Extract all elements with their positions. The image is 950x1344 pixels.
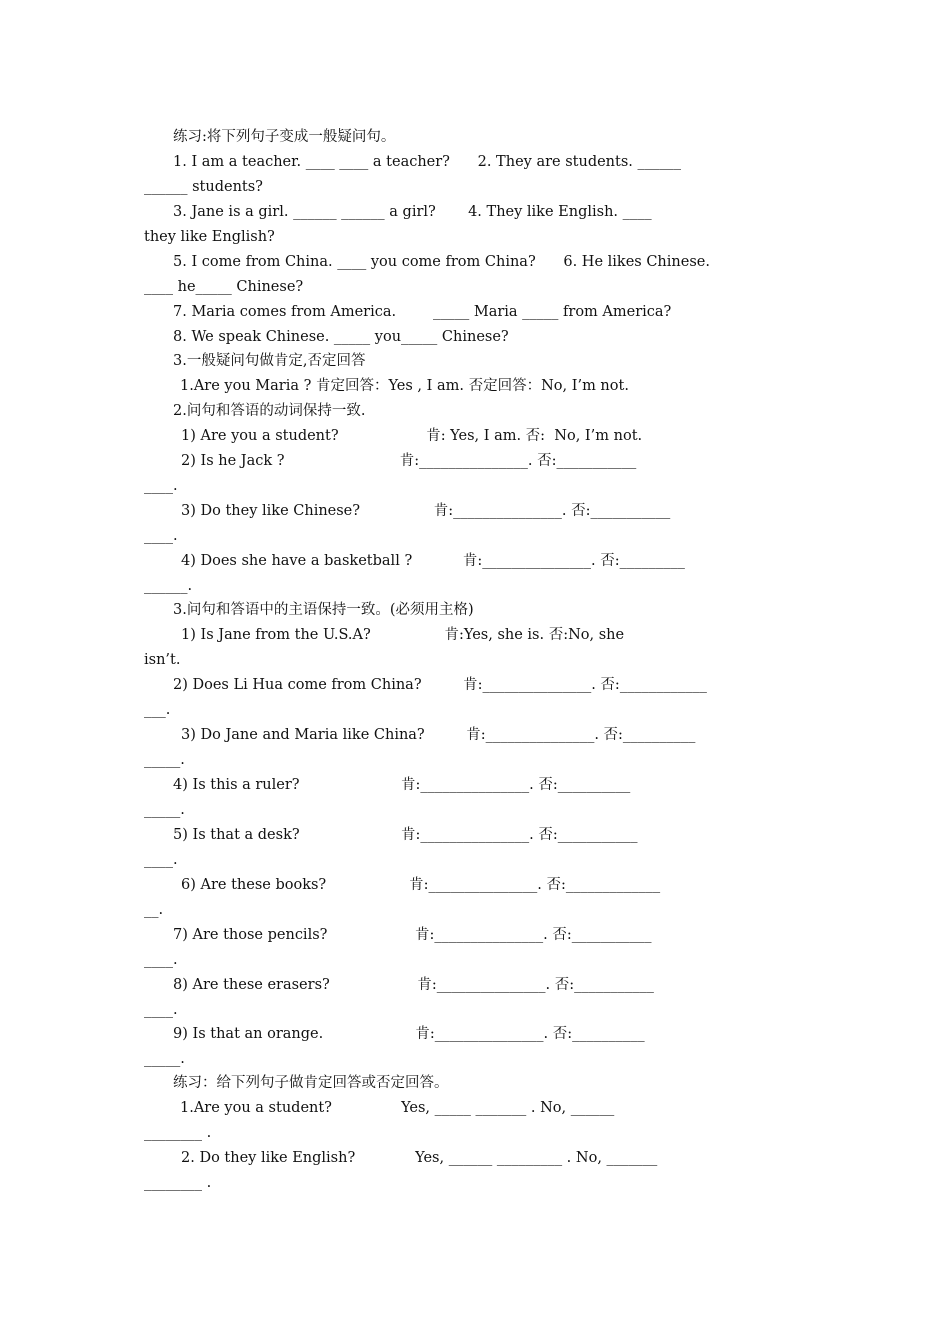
exercise-line: 1) Is Jane from the U.S.A? 肯:Yes, she is. 否:No, she <box>181 627 625 643</box>
section-heading: 2.问句和答语的动词保持一致. <box>173 403 366 419</box>
exercise-line: ___. <box>144 702 171 718</box>
exercise-line: ____. <box>144 478 178 494</box>
exercise-1-heading: 练习:将下列句子变成一般疑问句。 <box>173 129 396 145</box>
exercise-line: ________ . <box>144 1125 212 1141</box>
exercise-line: 4) Does she have a basketball ? 肯:_______________. 否:_________ <box>181 553 685 569</box>
exercise-line: ________ . <box>144 1175 212 1191</box>
exercise-line: 1. I am a teacher. ____ ____ a teacher? 2. They are students. ______ <box>173 154 682 170</box>
exercise-line: ____. <box>144 1002 178 1018</box>
exercise-line: 1.Are you a student? Yes, _____ _______ . No, ______ <box>180 1100 615 1116</box>
exercise-line: 1) Are you a student? 肯: Yes, I am. 否: No, I’m not. <box>181 428 643 444</box>
exercise-line: 7. Maria comes from America. _____ Maria _____ from America? <box>173 304 672 320</box>
exercise-line: ____. <box>144 852 178 868</box>
exercise-line: 2) Is he Jack ? 肯:_______________. 否:___________ <box>181 453 637 469</box>
exercise-line: 3) Do Jane and Maria like China? 肯:_______________. 否:__________ <box>181 727 696 743</box>
exercise-line: 4) Is this a ruler? 肯:_______________. 否:__________ <box>173 777 631 793</box>
exercise-line: 8. We speak Chinese. _____ you_____ Chinese? <box>173 329 509 345</box>
exercise-line: 3) Do they like Chinese? 肯:_______________. 否:___________ <box>181 503 671 519</box>
exercise-line: 8) Are these erasers? 肯:_______________. 否:___________ <box>173 977 654 993</box>
exercise-line: ______ students? <box>144 179 263 195</box>
exercise-line: they like English? <box>144 229 275 245</box>
exercise-line: ____. <box>144 528 178 544</box>
exercise-line: _____. <box>144 1051 185 1067</box>
exercise-line: ____ he_____ Chinese? <box>144 279 304 295</box>
exercise-line: 6) Are these books? 肯:_______________. 否:_____________ <box>181 877 661 893</box>
exercise-line: _____. <box>144 752 185 768</box>
section-heading: 3.一般疑问句做肯定,否定回答 <box>173 353 366 369</box>
exercise-line: ______. <box>144 578 193 594</box>
exercise-line: 5. I come from China. ____ you come from China? 6. He likes Chinese. <box>173 254 710 270</box>
exercise-line: 2. Do they like English? Yes, ______ _________ . No, _______ <box>181 1150 658 1166</box>
exercise-line: 1.Are you Maria ? 肯定回答：Yes , I am. 否定回答：No, I’m not. <box>180 378 629 394</box>
exercise-line: isn’t. <box>144 652 181 668</box>
exercise-line: ____. <box>144 952 178 968</box>
exercise-line: _____. <box>144 802 185 818</box>
exercise-line: __. <box>144 902 164 918</box>
section-heading: 3.问句和答语中的主语保持一致。(必须用主格) <box>173 602 474 618</box>
exercise-line: 9) Is that an orange. 肯:_______________. 否:__________ <box>173 1026 645 1042</box>
exercise-line: 5) Is that a desk? 肯:_______________. 否:___________ <box>173 827 638 843</box>
exercise-line: 3. Jane is a girl. ______ ______ a girl? 4. They like English. ____ <box>173 204 652 220</box>
exercise-line: 2) Does Li Hua come from China? 肯:_______________. 否:____________ <box>173 677 707 693</box>
exercise-2-heading: 练习：给下列句子做肯定回答或否定回答。 <box>173 1075 449 1091</box>
exercise-line: 7) Are those pencils? 肯:_______________. 否:___________ <box>173 927 652 943</box>
